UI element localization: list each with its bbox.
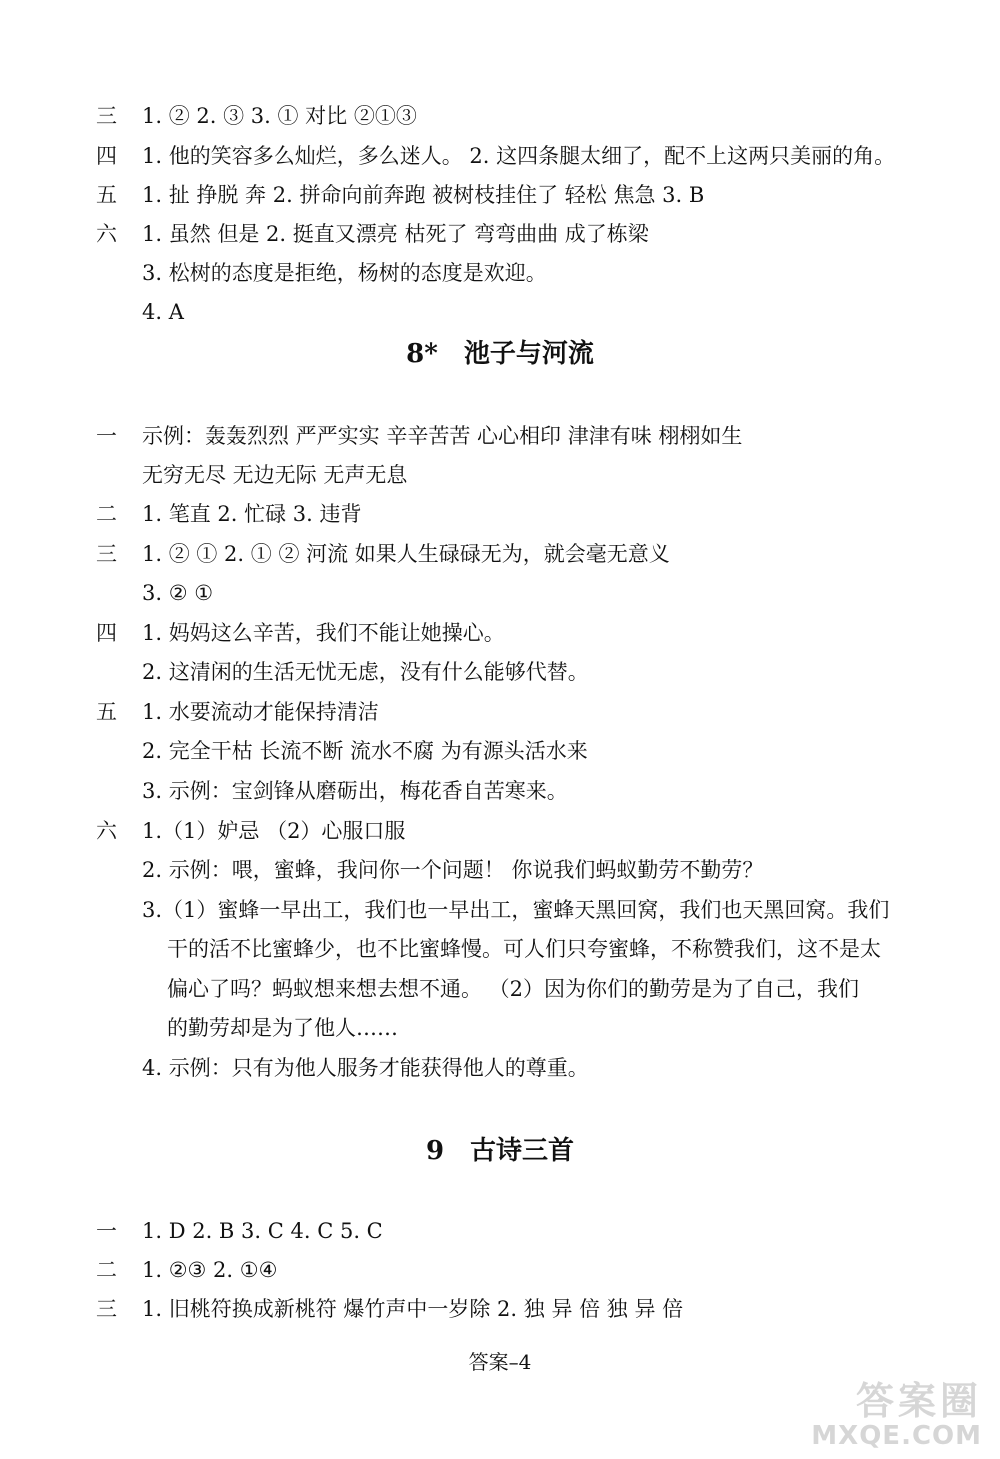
answer-line: 干的活不比蜜蜂少，也不比蜜蜂慢。可人们只夸蜜蜂，不称赞我们，这不是太 bbox=[167, 937, 881, 961]
answer-line: 三 1. ② 2. ③ 3. ① 对比 ②①③ bbox=[96, 104, 417, 128]
section-heading-8: 8* 池子与河流 bbox=[406, 339, 594, 369]
page-number: 答案–4 bbox=[468, 1350, 532, 1374]
answer-line: 六 1. 虽然 但是 2. 挺直又漂亮 枯死了 弯弯曲曲 成了栋梁 bbox=[96, 222, 649, 246]
watermark-logo bbox=[682, 1380, 982, 1452]
answer-line: 2. 这清闲的生活无忧无虑，没有什么能够代替。 bbox=[142, 660, 589, 684]
answer-line: 4. 示例：只有为他人服务才能获得他人的尊重。 bbox=[142, 1056, 589, 1080]
answer-line: 3. 松树的态度是拒绝，杨树的态度是欢迎。 bbox=[142, 261, 547, 285]
watermark-url: MXQE.COM bbox=[811, 1421, 982, 1451]
answer-line: 三 1. ② ① 2. ① ② 河流 如果人生碌碌无为，就会毫无意义 bbox=[96, 542, 670, 566]
answer-line: 四 1. 他的笑容多么灿烂，多么迷人。 2. 这四条腿太细了，配不上这两只美丽的角。 bbox=[96, 144, 896, 168]
answer-line: 3.（1）蜜蜂一早出工，我们也一早出工，蜜蜂天黑回窝，我们也天黑回窝。我们 bbox=[142, 898, 890, 922]
answer-line: 2. 完全干枯 长流不断 流水不腐 为有源头活水来 bbox=[142, 739, 588, 763]
watermark-text: 答案圈 bbox=[855, 1379, 982, 1423]
answer-line: 无穷无尽 无边无际 无声无息 bbox=[142, 463, 408, 487]
answer-line: 4. A bbox=[142, 300, 184, 324]
answer-line: 五 1. 扯 挣脱 奔 2. 拼命向前奔跑 被树枝挂住了 轻松 焦急 3. B bbox=[96, 183, 705, 207]
answer-line: 四 1. 妈妈这么辛苦，我们不能让她操心。 bbox=[96, 621, 505, 645]
answer-line: 一 示例：轰轰烈烈 严严实实 辛辛苦苦 心心相印 津津有味 栩栩如生 bbox=[96, 424, 743, 448]
section-heading-9: 9 古诗三首 bbox=[425, 1136, 575, 1166]
answer-line: 三 1. 旧桃符换成新桃符 爆竹声中一岁除 2. 独 异 倍 独 异 倍 bbox=[96, 1297, 684, 1321]
answer-line: 六 1.（1）妒忌 （2）心服口服 bbox=[96, 819, 406, 843]
answer-line: 偏心了吗？蚂蚁想来想去想不通。 （2）因为你们的勤劳是为了自己，我们 bbox=[167, 977, 860, 1001]
answer-line: 的勤劳却是为了他人…… bbox=[167, 1016, 398, 1040]
answer-line: 二 1. 笔直 2. 忙碌 3. 违背 bbox=[96, 502, 362, 526]
answer-line: 2. 示例：喂，蜜蜂，我问你一个问题！ 你说我们蚂蚁勤劳不勤劳？ bbox=[142, 858, 764, 882]
answer-line: 3. 示例：宝剑锋从磨砺出，梅花香自苦寒来。 bbox=[142, 779, 568, 803]
answer-line: 3. ② ① bbox=[142, 581, 214, 605]
answer-line: 五 1. 水要流动才能保持清洁 bbox=[96, 700, 379, 724]
answer-line: 一 1. D 2. B 3. C 4. C 5. C bbox=[96, 1219, 383, 1243]
answer-line: 二 1. ②③ 2. ①④ bbox=[96, 1258, 278, 1282]
